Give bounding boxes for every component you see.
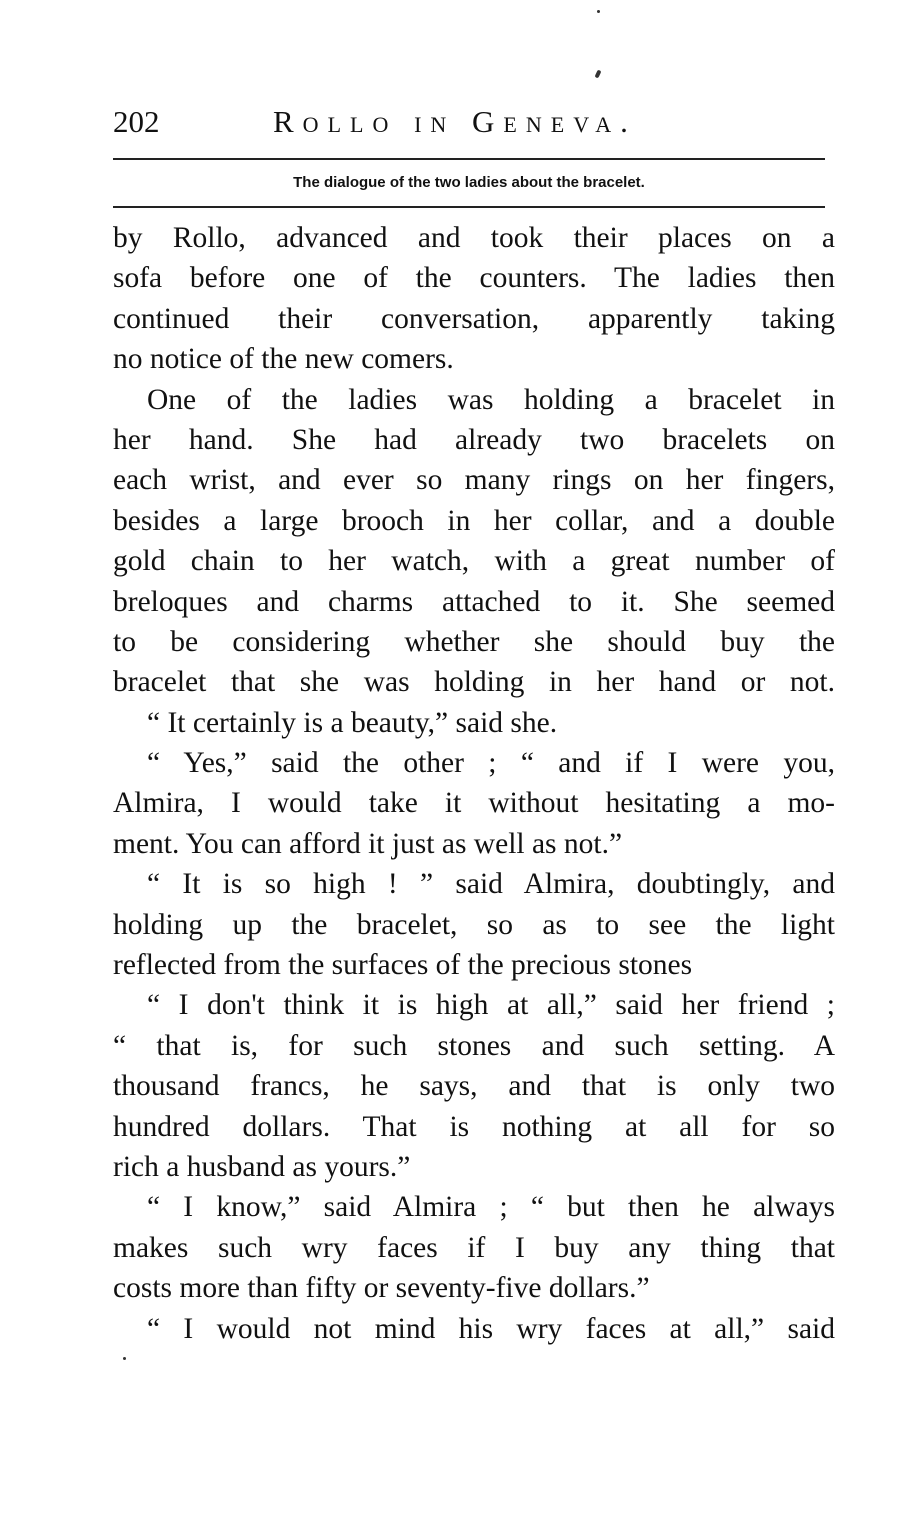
print-speck (594, 70, 601, 79)
text-line: continued their conversation, apparently taking (113, 302, 835, 335)
header-rule-bottom (113, 206, 825, 208)
text-line: her hand. She had already two bracelets on (113, 423, 835, 456)
text-line: “ It is so high ! ” said Almira, doubtingly, and (147, 868, 835, 901)
print-speck (123, 1357, 126, 1360)
text-line: “ I would not mind his wry faces at all,” said (147, 1312, 835, 1345)
text-line: costs more than fifty or seventy-five dollars.” (113, 1272, 650, 1305)
page-number: 202 (113, 104, 160, 139)
text-line: thousand francs, he says, and that is only two (113, 1070, 835, 1103)
body-text (113, 218, 835, 1349)
text-line: hundred dollars. That is nothing at all for so (113, 1110, 835, 1143)
text-line: ment. You can afford it just as well as not.” (113, 827, 623, 860)
text-line: sofa before one of the counters. The ladies then (113, 262, 835, 295)
header-rule-top (113, 158, 825, 160)
text-line: “ I don't think it is high at all,” said her friend ; (147, 989, 835, 1022)
section-subheading: The dialogue of the two ladies about the bracelet. (293, 174, 645, 191)
running-title: Rollo in Geneva. (273, 104, 637, 139)
text-line: besides a large brooch in her collar, and a double (113, 504, 835, 537)
text-line: One of the ladies was holding a bracelet in (147, 383, 835, 416)
text-line: breloques and charms attached to it. She seemed (113, 585, 835, 618)
text-line: to be considering whether she should buy the (113, 625, 835, 658)
text-line: Almira, I would take it without hesitating a mo- (113, 787, 835, 820)
text-line: “ that is, for such stones and such setting. A (113, 1029, 835, 1062)
text-line: each wrist, and ever so many rings on her fingers, (113, 464, 835, 497)
text-line: gold chain to her watch, with a great number of (113, 545, 835, 578)
text-line: no notice of the new comers. (113, 343, 454, 376)
running-header (113, 100, 833, 144)
text-line: “ Yes,” said the other ; “ and if I were you, (147, 747, 835, 780)
text-line: rich a husband as yours.” (113, 1150, 411, 1183)
text-line: reflected from the surfaces of the precious stones (113, 949, 693, 982)
text-line: bracelet that she was holding in her hand or not. (113, 666, 835, 699)
text-line: “ I know,” said Almira ; “ but then he always (147, 1191, 835, 1224)
text-line: holding up the bracelet, so as to see the light (113, 908, 835, 941)
text-line: by Rollo, advanced and took their places on a (113, 222, 835, 254)
text-line: makes such wry faces if I buy any thing that (113, 1231, 835, 1264)
text-line: “ It certainly is a beauty,” said she. (147, 706, 558, 739)
print-speck (597, 10, 600, 13)
